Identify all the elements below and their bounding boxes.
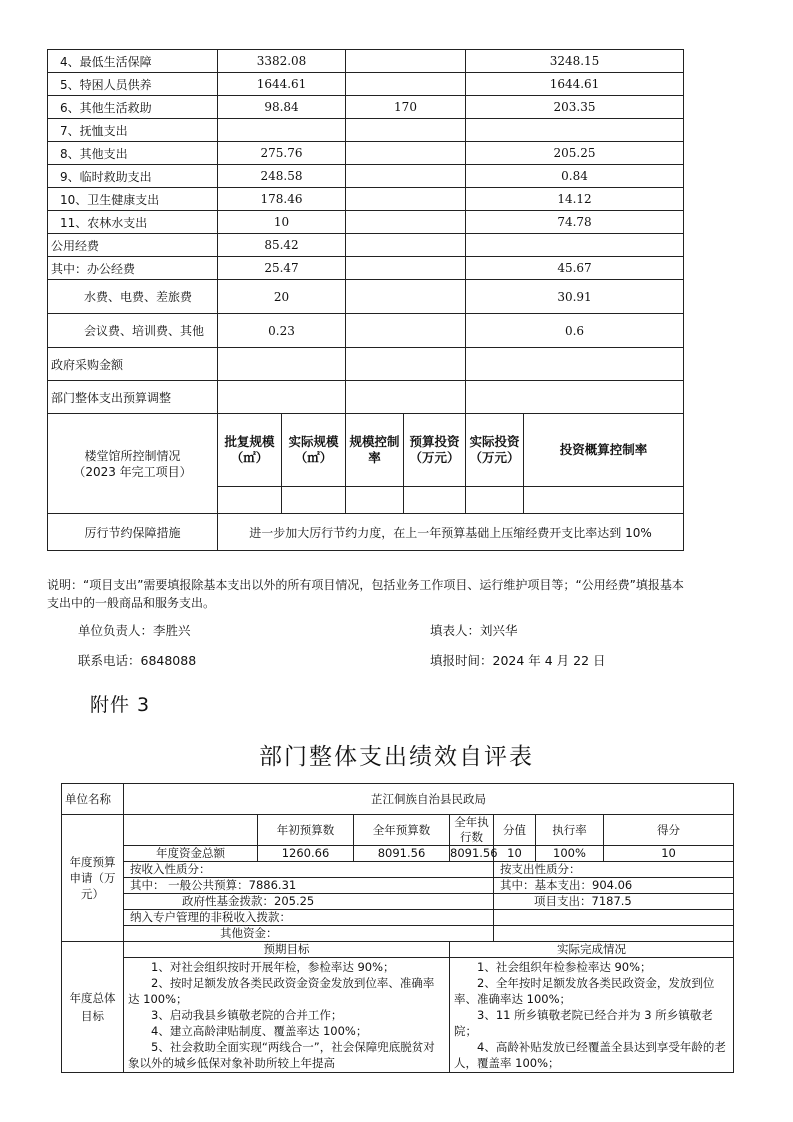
frugal-measures-text: 进一步加大厉行节约力度，在上一年预算基础上压缩经费开支比率达到 10% xyxy=(218,514,684,551)
table-row xyxy=(48,280,684,314)
budget-request-label: 年度预算申请（万元） xyxy=(62,815,124,942)
table-row xyxy=(48,119,684,142)
total-score: 10 xyxy=(604,846,734,862)
row-value-1: 85.42 xyxy=(218,234,346,257)
building-control-label: 楼堂馆所控制情况（2023 年完工项目） xyxy=(48,414,218,514)
unit-name-value: 芷江侗族自治县民政局 xyxy=(124,784,734,815)
building-header-4: 实际投资（万元） xyxy=(466,414,524,487)
row-value-2 xyxy=(346,234,466,257)
building-header-0: 批复规模（㎡） xyxy=(218,414,282,487)
row-value-2 xyxy=(346,381,466,414)
row-value-3 xyxy=(466,234,684,257)
expected-goal-list xyxy=(124,958,449,1072)
row-value-1 xyxy=(218,381,346,414)
building-header-5: 投资概算控制率 xyxy=(524,414,684,487)
actual-completion-header: 实际完成情况 xyxy=(450,942,734,958)
table-row xyxy=(48,257,684,280)
row-value-3: 0.84 xyxy=(466,165,684,188)
col-score-value: 分值 xyxy=(494,815,536,846)
row-label: 7、抚恤支出 xyxy=(48,119,218,142)
table-row xyxy=(48,381,684,414)
row-label: 8、其他支出 xyxy=(48,142,218,165)
income-nature-label: 按收入性质分： xyxy=(124,862,494,878)
income-general-budget: 其中： 一般公共预算：7886.31 xyxy=(124,878,494,894)
unit-name-label: 单位名称 xyxy=(62,784,124,815)
total-annual-execution: 8091.56 xyxy=(450,846,498,860)
row-value-1: 248.58 xyxy=(218,165,346,188)
row-value-3: 74.78 xyxy=(466,211,684,234)
row-value-3: 203.35 xyxy=(466,96,684,119)
row-value-2 xyxy=(346,142,466,165)
table-row xyxy=(48,96,684,119)
table-row xyxy=(48,211,684,234)
annex-label: 附件 3 xyxy=(90,694,151,716)
row-value-3 xyxy=(466,348,684,381)
row-value-2 xyxy=(346,314,466,348)
expected-goal-item: 3、启动我县乡镇敬老院的合并工作； xyxy=(151,1008,343,1022)
row-value-2 xyxy=(346,257,466,280)
row-value-1 xyxy=(218,348,346,381)
col-execution-rate: 执行率 xyxy=(536,815,604,846)
row-value-2 xyxy=(346,188,466,211)
unit-leader: 单位负责人：李胜兴 xyxy=(78,623,191,638)
actual-completion-item: 2、全年按时足额发放各类民政资金，发放到位率、准确率达 100%； xyxy=(454,976,715,1006)
row-value-3: 1644.61 xyxy=(466,73,684,96)
form-filler: 填表人：刘兴华 xyxy=(430,623,518,638)
row-value-1: 0.23 xyxy=(218,314,346,348)
building-value-cell xyxy=(524,487,684,514)
performance-table xyxy=(61,783,734,1073)
row-value-3: 30.91 xyxy=(466,280,684,314)
contact-phone: 联系电话：6848088 xyxy=(78,653,197,668)
row-label: 政府采购金额 xyxy=(48,348,218,381)
expected-goal-item: 4、建立高龄津贴制度、覆盖率达 100%； xyxy=(151,1024,368,1038)
row-value-1: 275.76 xyxy=(218,142,346,165)
income-gov-fund: 政府性基金拨款：205.25 xyxy=(124,894,494,910)
building-value-cell xyxy=(282,487,346,514)
actual-completion-item: 1、社会组织年检参检率达 90%； xyxy=(477,960,652,974)
actual-completion-item: 4、高龄补贴发放已经覆盖全县达到享受年龄的老人，覆盖率 100%； xyxy=(454,1040,726,1070)
row-value-1: 10 xyxy=(218,211,346,234)
row-value-1: 178.46 xyxy=(218,188,346,211)
expected-goals xyxy=(124,958,450,1073)
expected-goal-header: 预期目标 xyxy=(124,942,450,958)
col-initial-budget: 年初预算数 xyxy=(258,815,354,846)
row-value-3: 205.25 xyxy=(466,142,684,165)
table-row xyxy=(48,348,684,381)
income-other: 其他资金： xyxy=(124,926,494,942)
row-value-2 xyxy=(346,50,466,73)
building-value-cell xyxy=(404,487,466,514)
fill-date: 填报时间：2024 年 4 月 22 日 xyxy=(430,653,606,668)
row-value-1: 20 xyxy=(218,280,346,314)
table-row xyxy=(48,188,684,211)
row-label: 9、临时救助支出 xyxy=(48,165,218,188)
blank-cell xyxy=(494,910,734,926)
row-value-2 xyxy=(346,211,466,234)
row-value-2 xyxy=(346,165,466,188)
table-row xyxy=(48,234,684,257)
col-annual-execution: 全年执行数 xyxy=(450,815,494,846)
actual-completion-list xyxy=(450,958,733,1072)
frugal-measures-label: 厉行节约保障措施 xyxy=(48,514,218,551)
row-label: 5、特困人员供养 xyxy=(48,73,218,96)
income-nontax: 纳入专户管理的非税收入拨款： xyxy=(124,910,494,926)
building-value-cell xyxy=(218,487,282,514)
actual-completion-item: 3、11 所乡镇敬老院已经合并为 3 所乡镇敬老院； xyxy=(454,1008,713,1038)
row-label: 11、农林水支出 xyxy=(48,211,218,234)
row-value-3: 0.6 xyxy=(466,314,684,348)
row-label: 公用经费 xyxy=(48,234,218,257)
row-value-1: 25.47 xyxy=(218,257,346,280)
row-label: 会议费、培训费、其他 xyxy=(48,314,218,348)
expenditure-table xyxy=(47,49,684,551)
expense-basic: 其中：基本支出：904.06 xyxy=(494,878,734,894)
expected-goal-item: 5、社会救助全面实现“两线合一”，社会保障兜底脱贫对象以外的城乡低保对象补助所较上年提高 xyxy=(128,1040,435,1070)
total-initial-budget: 1260.66 xyxy=(258,846,354,862)
actual-completion xyxy=(450,958,734,1073)
building-header-2: 规模控制率 xyxy=(346,414,404,487)
row-value-1: 3382.08 xyxy=(218,50,346,73)
building-header-3: 预算投资（万元） xyxy=(404,414,466,487)
row-label: 10、卫生健康支出 xyxy=(48,188,218,211)
row-label: 部门整体支出预算调整 xyxy=(48,381,218,414)
row-label: 4、最低生活保障 xyxy=(48,50,218,73)
annual-total-label: 年度资金总额 xyxy=(124,846,258,862)
row-value-2: 170 xyxy=(346,96,466,119)
row-label: 6、其他生活救助 xyxy=(48,96,218,119)
total-annual-budget: 8091.56 xyxy=(354,846,450,862)
expected-goal-item: 2、按时足额发放各类民政资金资金发放到位率、准确率达 100%； xyxy=(128,976,435,1006)
row-value-2 xyxy=(346,73,466,96)
col-annual-budget: 全年预算数 xyxy=(354,815,450,846)
row-value-1 xyxy=(218,119,346,142)
row-value-1: 1644.61 xyxy=(218,73,346,96)
col-score: 得分 xyxy=(604,815,734,846)
annual-goal-label: 年度总体目标 xyxy=(62,942,124,1073)
table-row xyxy=(48,314,684,348)
note-text: 说明：“项目支出”需要填报除基本支出以外的所有项目情况，包括业务工作项目、运行维护项目等；“公用经费”填报基本支出中的一般商品和服务支出。 xyxy=(47,578,684,610)
total-score-value: 10 xyxy=(494,846,536,862)
blank-cell xyxy=(494,926,734,942)
row-value-3 xyxy=(466,119,684,142)
table-row xyxy=(48,73,684,96)
row-value-3: 3248.15 xyxy=(466,50,684,73)
page-title: 部门整体支出绩效自评表 xyxy=(259,744,534,770)
row-value-2 xyxy=(346,119,466,142)
expense-project: 项目支出：7187.5 xyxy=(494,894,734,910)
row-value-3: 45.67 xyxy=(466,257,684,280)
row-value-1: 98.84 xyxy=(218,96,346,119)
row-value-3 xyxy=(466,381,684,414)
row-value-3: 14.12 xyxy=(466,188,684,211)
expense-nature-label: 按支出性质分： xyxy=(494,862,734,878)
table-row xyxy=(48,50,684,73)
expected-goal-item: 1、对社会组织按时开展年检，参检率达 90%； xyxy=(151,960,395,974)
building-header-1: 实际规模（㎡） xyxy=(282,414,346,487)
table-row xyxy=(48,142,684,165)
row-label: 水费、电费、差旅费 xyxy=(48,280,218,314)
row-label: 其中：办公经费 xyxy=(48,257,218,280)
building-value-cell xyxy=(466,487,524,514)
total-execution-rate: 100% xyxy=(536,846,604,862)
row-value-2 xyxy=(346,280,466,314)
building-value-cell xyxy=(346,487,404,514)
table-row xyxy=(48,165,684,188)
row-value-2 xyxy=(346,348,466,381)
blank-header-cell xyxy=(124,815,258,846)
